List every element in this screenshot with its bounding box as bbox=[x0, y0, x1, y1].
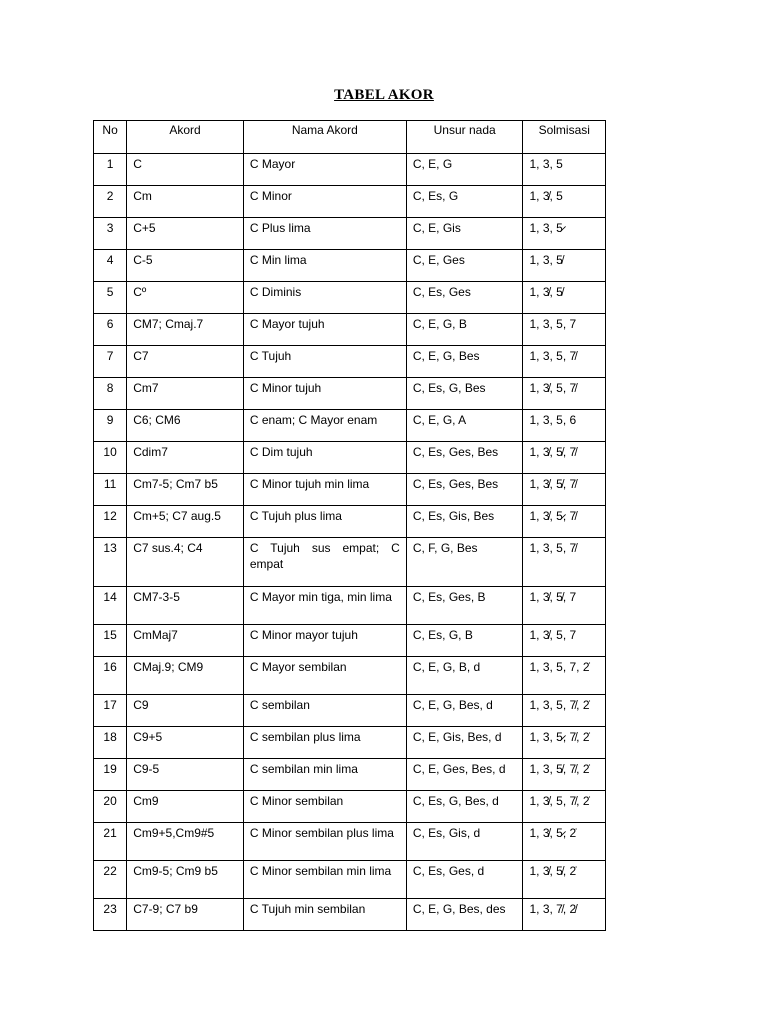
cell-solmisasi: 1, 3̸, 5̸ bbox=[523, 282, 606, 314]
cell-nama-akord: C Mayor sembilan bbox=[243, 657, 406, 695]
cell-nama-akord: C Minor tujuh bbox=[243, 378, 406, 410]
cell-unsur-nada: C, E, Ges, Bes, d bbox=[406, 759, 523, 791]
cell-nama-akord: C Minor sembilan bbox=[243, 791, 406, 823]
cell-no: 12 bbox=[94, 506, 127, 538]
cell-unsur-nada: C, E, G bbox=[406, 154, 523, 186]
cell-akord: Cm9-5; Cm9 b5 bbox=[127, 861, 244, 899]
cell-akord: C bbox=[127, 154, 244, 186]
cell-no: 16 bbox=[94, 657, 127, 695]
cell-solmisasi: 1, 3, 5 bbox=[523, 154, 606, 186]
cell-unsur-nada: C, Es, Gis, d bbox=[406, 823, 523, 861]
cell-solmisasi: 1, 3̸, 5, 7̸, 2̇ bbox=[523, 791, 606, 823]
table-row bbox=[94, 378, 606, 410]
cell-unsur-nada: C, Es, G, Bes, d bbox=[406, 791, 523, 823]
cell-no: 7 bbox=[94, 346, 127, 378]
cell-unsur-nada: C, E, Gis bbox=[406, 218, 523, 250]
table-row bbox=[94, 861, 606, 899]
table-row bbox=[94, 657, 606, 695]
cell-nama-akord: C Minor tujuh min lima bbox=[243, 474, 406, 506]
cell-solmisasi: 1, 3̸, 5̸, 7 bbox=[523, 587, 606, 625]
table-row bbox=[94, 442, 606, 474]
cell-nama-akord: C Mayor tujuh bbox=[243, 314, 406, 346]
table-row bbox=[94, 899, 606, 931]
table-row bbox=[94, 314, 606, 346]
cell-akord: Cm bbox=[127, 186, 244, 218]
header-nama-akord: Nama Akord bbox=[243, 121, 406, 154]
table-row bbox=[94, 695, 606, 727]
chord-table bbox=[93, 120, 606, 931]
table-header-row bbox=[94, 121, 606, 154]
table-row bbox=[94, 506, 606, 538]
cell-nama-akord: C Minor sembilan plus lima bbox=[243, 823, 406, 861]
cell-no: 20 bbox=[94, 791, 127, 823]
cell-nama-akord: C Tujuh bbox=[243, 346, 406, 378]
cell-akord: C9 bbox=[127, 695, 244, 727]
cell-akord: CMaj.9; CM9 bbox=[127, 657, 244, 695]
header-no: No bbox=[94, 121, 127, 154]
table-row bbox=[94, 727, 606, 759]
cell-nama-akord: C Minor mayor tujuh bbox=[243, 625, 406, 657]
header-solmisasi: Solmisasi bbox=[523, 121, 606, 154]
cell-no: 13 bbox=[94, 538, 127, 587]
cell-akord: C-5 bbox=[127, 250, 244, 282]
cell-unsur-nada: C, Es, G, B bbox=[406, 625, 523, 657]
table-row bbox=[94, 587, 606, 625]
header-akord: Akord bbox=[127, 121, 244, 154]
cell-nama-akord: C Minor sembilan min lima bbox=[243, 861, 406, 899]
table-row bbox=[94, 823, 606, 861]
cell-nama-akord: C Min lima bbox=[243, 250, 406, 282]
table-row bbox=[94, 759, 606, 791]
table-row bbox=[94, 250, 606, 282]
cell-unsur-nada: C, Es, G, Bes bbox=[406, 378, 523, 410]
cell-unsur-nada: C, Es, Gis, Bes bbox=[406, 506, 523, 538]
cell-unsur-nada: C, E, G, Bes, d bbox=[406, 695, 523, 727]
cell-unsur-nada: C, E, Gis, Bes, d bbox=[406, 727, 523, 759]
cell-solmisasi: 1, 3, 5̷, 7̸, 2̇ bbox=[523, 727, 606, 759]
cell-solmisasi: 1, 3, 5, 7 bbox=[523, 314, 606, 346]
table-row bbox=[94, 282, 606, 314]
cell-no: 15 bbox=[94, 625, 127, 657]
cell-solmisasi: 1, 3̸, 5, 7̸ bbox=[523, 378, 606, 410]
cell-unsur-nada: C, E, G, B bbox=[406, 314, 523, 346]
cell-no: 10 bbox=[94, 442, 127, 474]
cell-solmisasi: 1, 3, 5, 7, 2̇ bbox=[523, 657, 606, 695]
cell-nama-akord: C sembilan min lima bbox=[243, 759, 406, 791]
cell-no: 1 bbox=[94, 154, 127, 186]
cell-solmisasi: 1, 3̸, 5̸, 2̇ bbox=[523, 861, 606, 899]
table-row bbox=[94, 538, 606, 587]
cell-akord: CM7-3-5 bbox=[127, 587, 244, 625]
cell-nama-akord: C sembilan plus lima bbox=[243, 727, 406, 759]
table-body bbox=[94, 154, 606, 931]
cell-solmisasi: 1, 3̸, 5̸, 7̸ bbox=[523, 442, 606, 474]
cell-nama-akord: C Minor bbox=[243, 186, 406, 218]
cell-solmisasi: 1, 3, 5, 7̸, 2̇ bbox=[523, 695, 606, 727]
cell-akord: C9-5 bbox=[127, 759, 244, 791]
cell-unsur-nada: C, Es, Ges, B bbox=[406, 587, 523, 625]
cell-nama-akord: C Diminis bbox=[243, 282, 406, 314]
cell-unsur-nada: C, F, G, Bes bbox=[406, 538, 523, 587]
cell-solmisasi: 1, 3̸, 5, 7 bbox=[523, 625, 606, 657]
cell-solmisasi: 1, 3, 7̸, 2̸ bbox=[523, 899, 606, 931]
cell-solmisasi: 1, 3, 5, 7̸ bbox=[523, 538, 606, 587]
table-row bbox=[94, 346, 606, 378]
cell-akord: Cm7-5; Cm7 b5 bbox=[127, 474, 244, 506]
cell-no: 9 bbox=[94, 410, 127, 442]
cell-akord: C7-9; C7 b9 bbox=[127, 899, 244, 931]
table-row bbox=[94, 474, 606, 506]
cell-unsur-nada: C, Es, Ges bbox=[406, 282, 523, 314]
cell-akord: C+5 bbox=[127, 218, 244, 250]
cell-akord: Cº bbox=[127, 282, 244, 314]
cell-nama-akord: C sembilan bbox=[243, 695, 406, 727]
table-row bbox=[94, 154, 606, 186]
cell-unsur-nada: C, E, G, Bes, des bbox=[406, 899, 523, 931]
cell-solmisasi: 1, 3, 5̸, 7̸, 2̇ bbox=[523, 759, 606, 791]
document-title: TABEL AKOR bbox=[334, 87, 434, 103]
table-row bbox=[94, 625, 606, 657]
table-row bbox=[94, 186, 606, 218]
cell-no: 5 bbox=[94, 282, 127, 314]
cell-akord: CmMaj7 bbox=[127, 625, 244, 657]
cell-no: 22 bbox=[94, 861, 127, 899]
cell-no: 19 bbox=[94, 759, 127, 791]
cell-no: 18 bbox=[94, 727, 127, 759]
cell-unsur-nada: C, Es, Ges, Bes bbox=[406, 474, 523, 506]
cell-unsur-nada: C, Es, G bbox=[406, 186, 523, 218]
cell-akord: C7 bbox=[127, 346, 244, 378]
cell-unsur-nada: C, E, Ges bbox=[406, 250, 523, 282]
cell-nama-akord: C Mayor bbox=[243, 154, 406, 186]
cell-akord: Cm7 bbox=[127, 378, 244, 410]
cell-akord: Cm9 bbox=[127, 791, 244, 823]
cell-solmisasi: 1, 3, 5̷ bbox=[523, 218, 606, 250]
cell-no: 8 bbox=[94, 378, 127, 410]
cell-unsur-nada: C, Es, Ges, d bbox=[406, 861, 523, 899]
cell-unsur-nada: C, Es, Ges, Bes bbox=[406, 442, 523, 474]
cell-nama-akord: C Tujuh plus lima bbox=[243, 506, 406, 538]
cell-solmisasi: 1, 3, 5̸ bbox=[523, 250, 606, 282]
cell-no: 21 bbox=[94, 823, 127, 861]
cell-unsur-nada: C, E, G, B, d bbox=[406, 657, 523, 695]
table-row bbox=[94, 791, 606, 823]
cell-no: 11 bbox=[94, 474, 127, 506]
cell-nama-akord: C enam; C Mayor enam bbox=[243, 410, 406, 442]
cell-nama-akord: C Tujuh sus empat; C empat bbox=[243, 538, 406, 587]
table-row bbox=[94, 218, 606, 250]
cell-solmisasi: 1, 3̸, 5̸, 7̸ bbox=[523, 474, 606, 506]
cell-solmisasi: 1, 3, 5, 6 bbox=[523, 410, 606, 442]
cell-solmisasi: 1, 3̸, 5̷, 7̸ bbox=[523, 506, 606, 538]
cell-no: 3 bbox=[94, 218, 127, 250]
cell-akord: Cm9+5,Cm9#5 bbox=[127, 823, 244, 861]
cell-nama-akord: C Tujuh min sembilan bbox=[243, 899, 406, 931]
cell-akord: Cdim7 bbox=[127, 442, 244, 474]
cell-nama-akord: C Plus lima bbox=[243, 218, 406, 250]
cell-solmisasi: 1, 3̸, 5̷, 2̇ bbox=[523, 823, 606, 861]
cell-no: 4 bbox=[94, 250, 127, 282]
cell-akord: Cm+5; C7 aug.5 bbox=[127, 506, 244, 538]
cell-no: 14 bbox=[94, 587, 127, 625]
table-row bbox=[94, 410, 606, 442]
cell-no: 6 bbox=[94, 314, 127, 346]
cell-akord: C9+5 bbox=[127, 727, 244, 759]
cell-nama-akord: C Mayor min tiga, min lima bbox=[243, 587, 406, 625]
cell-no: 17 bbox=[94, 695, 127, 727]
cell-no: 23 bbox=[94, 899, 127, 931]
cell-akord: C7 sus.4; C4 bbox=[127, 538, 244, 587]
cell-unsur-nada: C, E, G, A bbox=[406, 410, 523, 442]
cell-no: 2 bbox=[94, 186, 127, 218]
header-unsur-nada: Unsur nada bbox=[406, 121, 523, 154]
cell-unsur-nada: C, E, G, Bes bbox=[406, 346, 523, 378]
cell-akord: CM7; Cmaj.7 bbox=[127, 314, 244, 346]
cell-akord: C6; CM6 bbox=[127, 410, 244, 442]
cell-nama-akord: C Dim tujuh bbox=[243, 442, 406, 474]
cell-solmisasi: 1, 3̸, 5 bbox=[523, 186, 606, 218]
cell-solmisasi: 1, 3, 5, 7̸ bbox=[523, 346, 606, 378]
